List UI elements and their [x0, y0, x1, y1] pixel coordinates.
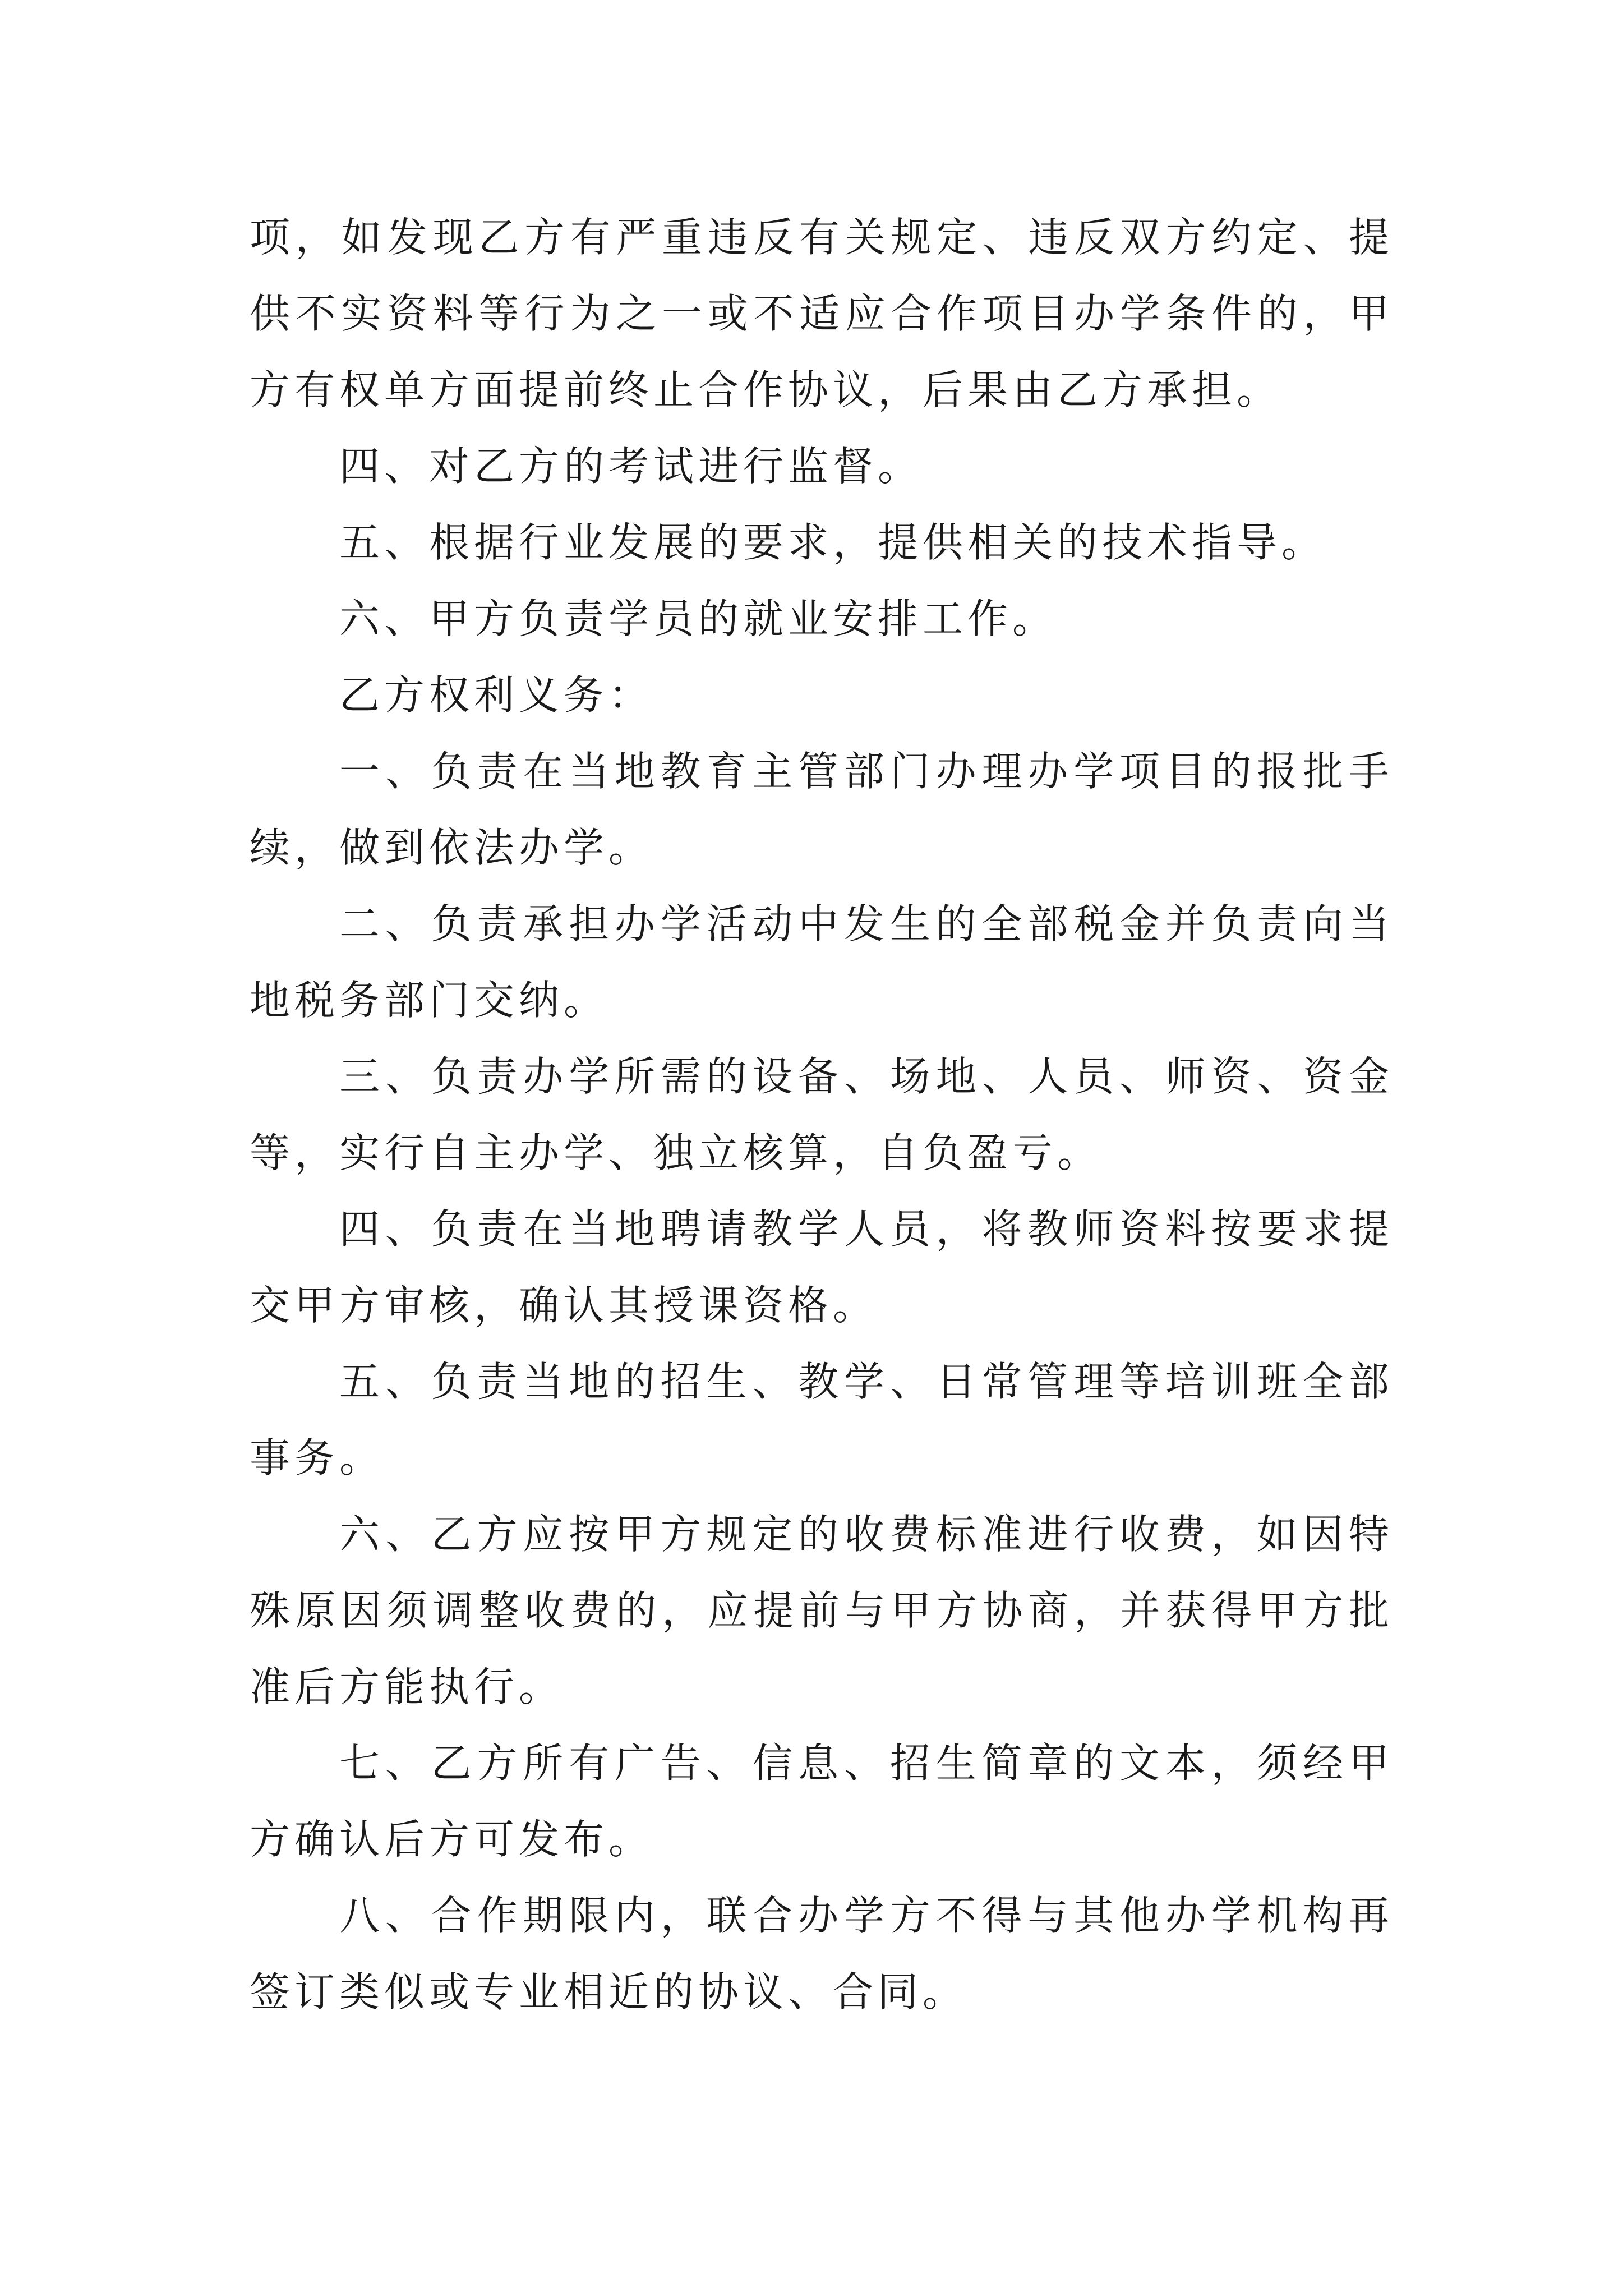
paragraph-party-a-item-6: 六、甲方负责学员的就业安排工作。 [339, 595, 1058, 642]
paragraph-party-b-item-7: 七、乙方所有广告、信息、招生简章的文本，须经甲方确认后方可发布。 [250, 1740, 1394, 1863]
paragraph-party-b-item-4: 四、负责在当地聘请教学人员，将教师资料按要求提交甲方审核，确认其授课资格。 [250, 1205, 1394, 1329]
document-body [250, 199, 1394, 2030]
paragraph-continuation: 项，如发现乙方有严重违反有关规定、违反双方约定、提供不实资料等行为之一或不适应合作项目办学条件的，甲方有权单方面提前终止合作协议，后果由乙方承担。 [250, 214, 1394, 413]
paragraph-party-b-item-1: 一、负责在当地教育主管部门办理办学项目的报批手续，做到依法办学。 [250, 748, 1394, 871]
paragraph-party-b-item-2: 二、负责承担办学活动中发生的全部税金并负责向当地税务部门交纳。 [250, 900, 1394, 1024]
paragraph-party-b-item-5: 五、负责当地的招生、教学、日常管理等培训班全部事务。 [250, 1358, 1394, 1481]
paragraph-party-a-item-5: 五、根据行业发展的要求，提供相关的技术指导。 [339, 519, 1327, 566]
section-heading-party-b: 乙方权利义务： [339, 671, 654, 719]
paragraph-party-b-item-3: 三、负责办学所需的设备、场地、人员、师资、资金等，实行自主办学、独立核算，自负盈亏。 [250, 1053, 1394, 1176]
paragraph-party-b-item-6: 六、乙方应按甲方规定的收费标准进行收费，如因特殊原因须调整收费的，应提前与甲方协商，并获得甲方批准后方能执行。 [250, 1511, 1394, 1710]
paragraph-party-a-item-4: 四、对乙方的考试进行监督。 [339, 443, 923, 490]
paragraph-party-b-item-8: 八、合作期限内，联合办学方不得与其他办学机构再签订类似或专业相近的协议、合同。 [250, 1892, 1394, 2016]
